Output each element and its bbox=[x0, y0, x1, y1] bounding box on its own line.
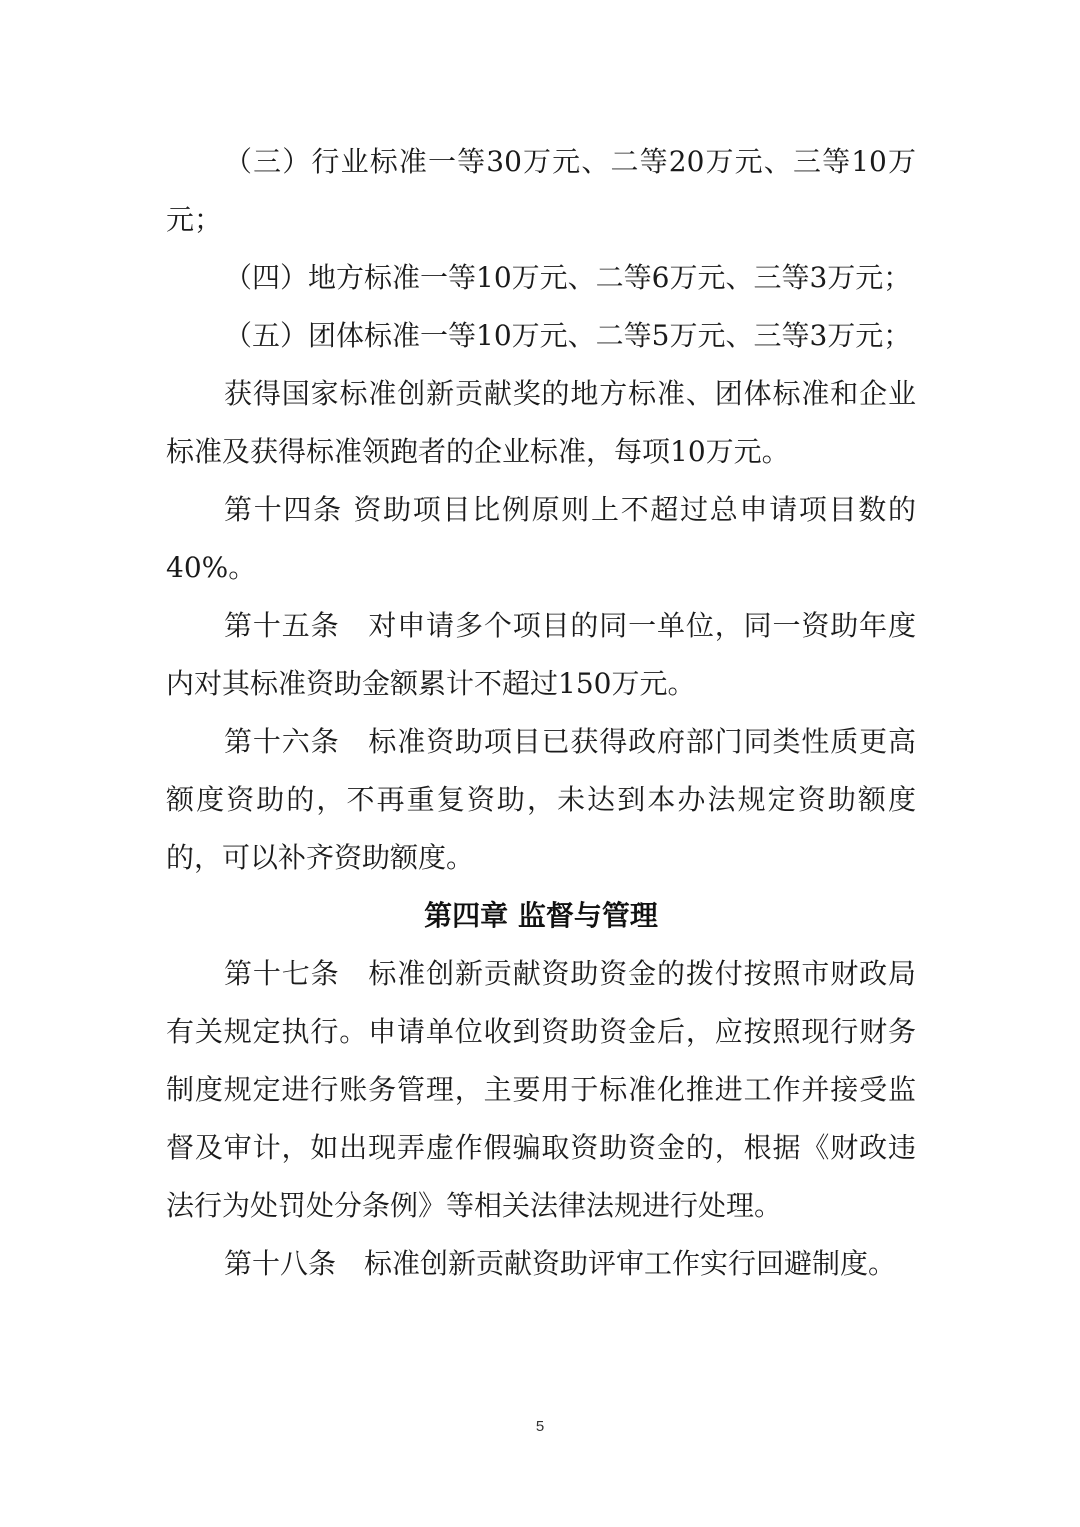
chapter-heading: 第四章 监督与管理 bbox=[424, 899, 658, 932]
article-18: 第十八条 标准创新贡献资助评审工作实行回避制度。 bbox=[224, 1247, 897, 1280]
article-14: 第十四条 资助项目比例原则上不超过总申请项目数的40%。 bbox=[166, 493, 916, 584]
article-15: 第十五条 对申请多个项目的同一单位，同一资助年度内对其标准资助金额累计不超过150万元。 bbox=[166, 609, 916, 700]
paragraph-local-standard: （四）地方标准一等10万元、二等6万元、三等3万元； bbox=[224, 261, 912, 294]
paragraph-national-award: 获得国家标准创新贡献奖的地方标准、团体标准和企业标准及获得标准领跑者的企业标准，每项10万元。 bbox=[166, 377, 916, 468]
article-17: 第十七条 标准创新贡献资助资金的拨付按照市财政局有关规定执行。申请单位收到资助资金后，应按照现行财务制度规定进行账务管理，主要用于标准化推进工作并接受监督及审计，如出现弄虚作假骗取资助资金的，根据《财政违法行为处罚处分条例》等相关法律法规进行处理。 bbox=[166, 957, 916, 1222]
paragraph-industry-standard: （三）行业标准一等30万元、二等20万元、三等10万元； bbox=[166, 145, 916, 236]
paragraph-group-standard: （五）团体标准一等10万元、二等5万元、三等3万元； bbox=[224, 319, 912, 352]
page-number: 5 bbox=[535, 1418, 545, 1435]
body-text bbox=[166, 133, 916, 1293]
article-16: 第十六条 标准资助项目已获得政府部门同类性质更高额度资助的，不再重复资助，未达到本办法规定资助额度的，可以补齐资助额度。 bbox=[166, 725, 916, 874]
